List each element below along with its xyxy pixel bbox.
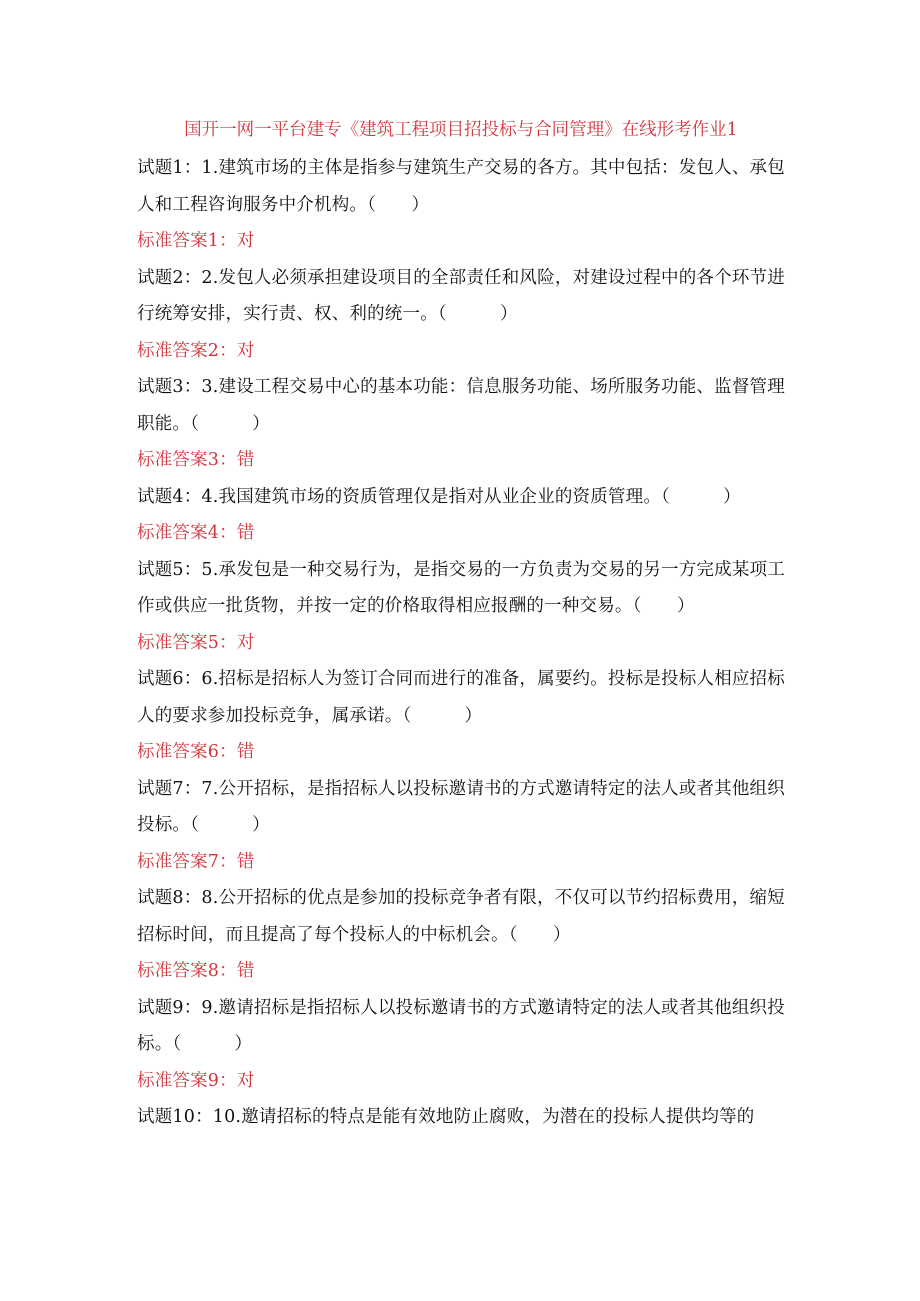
question-5: 试题5：5.承发包是一种交易行为，是指交易的一方负责为交易的另一方完成某项工作或供应一批货物，并按一定的价格取得相应报酬的一种交易。（ ） — [137, 559, 785, 616]
answer-5: 标准答案5：对 — [137, 632, 255, 653]
question-10: 试题10：10.邀请招标的特点是能有效地防止腐败，为潜在的投标人提供均等的 — [137, 1107, 755, 1127]
question-7: 试题7：7.公开招标，是指招标人以投标邀请书的方式邀请特定的法人或者其他组织投标。（ ） — [137, 778, 785, 835]
answer-2: 标准答案2：对 — [137, 340, 255, 361]
question-6: 试题6：6.招标是招标人为签订合同而进行的准备，属要约。投标是投标人相应招标人的要求参加投标竞争，属承诺。（ ） — [137, 669, 785, 726]
question-2: 试题2：2.发包人必须承担建设项目的全部责任和风险，对建设过程中的各个环节进行统筹安排，实行责、权、利的统一。（ ） — [137, 267, 785, 324]
question-8: 试题8：8.公开招标的优点是参加的投标竞争者有限，不仅可以节约招标费用，缩短招标时间，而且提高了每个投标人的中标机会。（ ） — [137, 888, 785, 945]
answer-6: 标准答案6：错 — [137, 742, 255, 762]
answer-3: 标准答案3：错 — [137, 450, 255, 470]
question-3: 试题3：3.建设工程交易中心的基本功能：信息服务功能、场所服务功能、监督管理职能。（ ） — [137, 377, 785, 434]
question-9: 试题9：9.邀请招标是指招标人以投标邀请书的方式邀请特定的法人或者其他组织投标。（ ） — [137, 997, 785, 1054]
question-1: 试题1：1.建筑市场的主体是指参与建筑生产交易的各方。其中包括：发包人、承包人和工程咨询服务中介机构。（ ） — [137, 158, 785, 215]
question-list — [137, 150, 785, 1136]
document-title: 国开一网一平台建专《建筑工程项目招投标与合同管理》在线形考作业1 — [184, 120, 738, 140]
answer-8: 标准答案8：错 — [137, 961, 255, 981]
answer-1: 标准答案1：对 — [137, 231, 255, 251]
answer-4: 标准答案4：错 — [137, 523, 255, 543]
answer-9: 标准答案9：对 — [137, 1070, 255, 1091]
answer-7: 标准答案7：错 — [137, 851, 255, 872]
question-4: 试题4：4.我国建筑市场的资质管理仅是指对从业企业的资质管理。（ ） — [137, 486, 741, 507]
